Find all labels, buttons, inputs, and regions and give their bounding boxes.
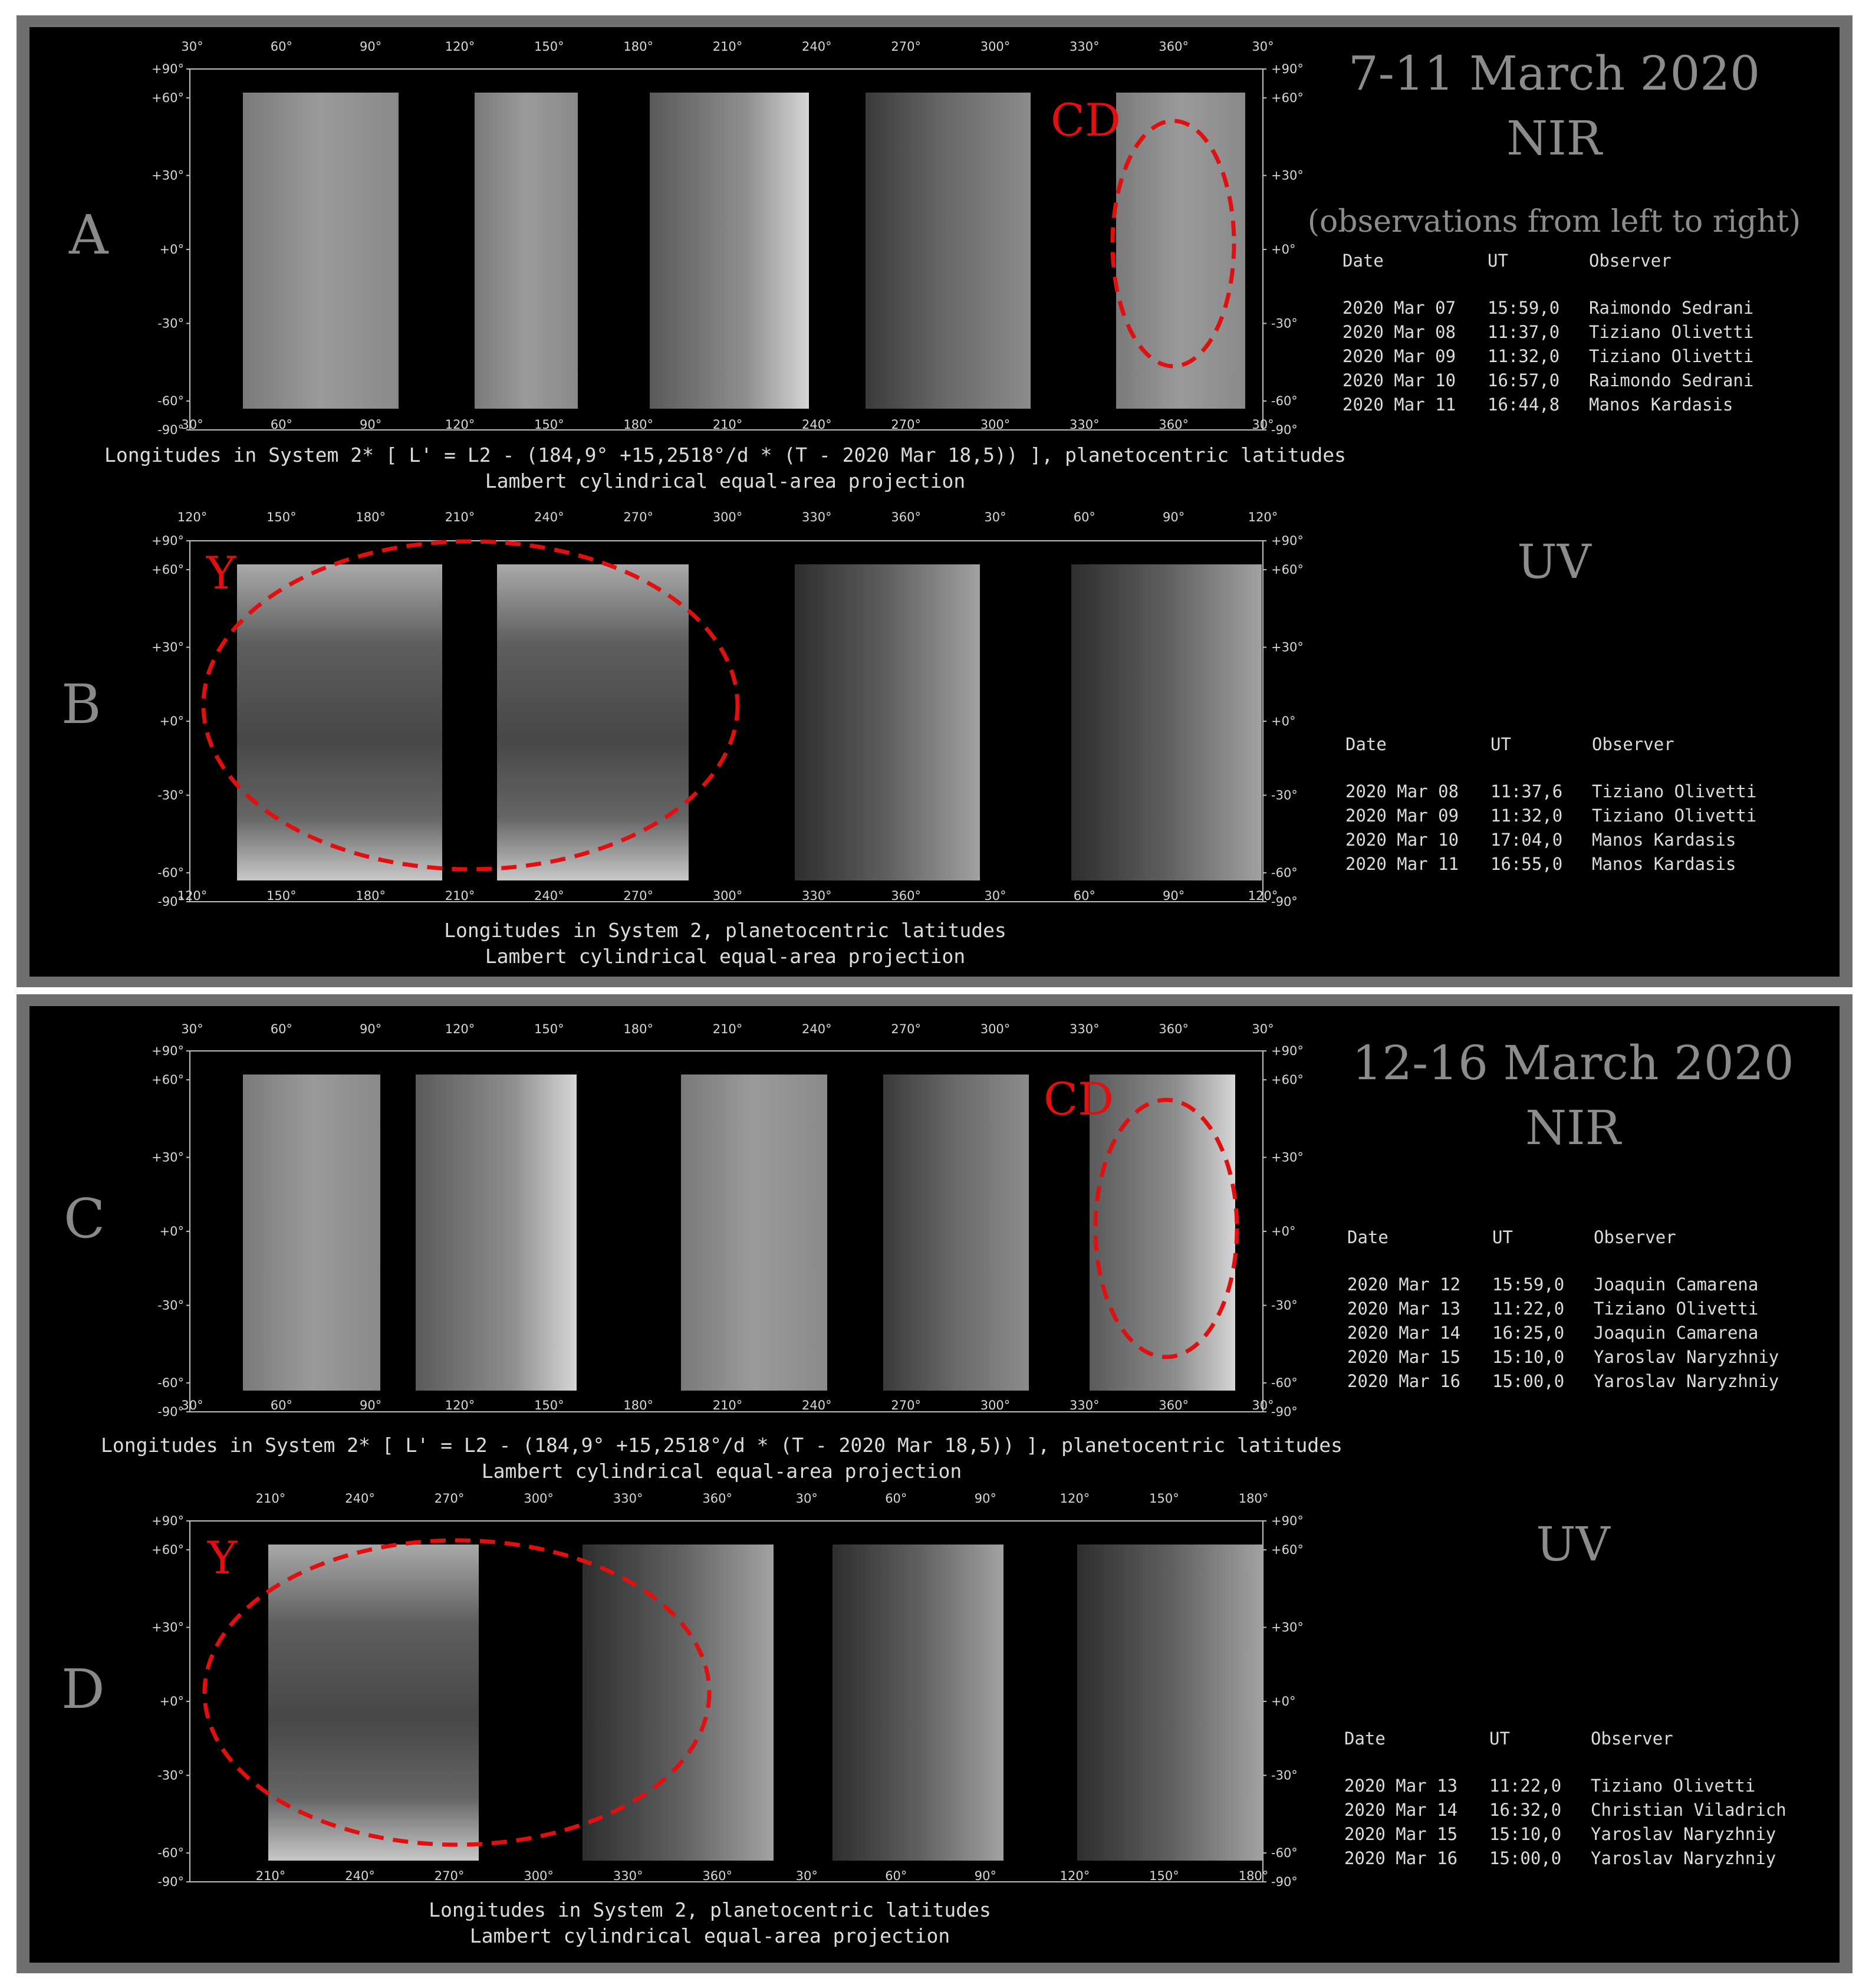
obs-date: 2020 Mar 16	[1344, 1848, 1458, 1868]
lat-tick-right: +0°	[1271, 1224, 1296, 1238]
lon-tick-bottom: 180°	[356, 889, 386, 903]
lon-tick-bottom: 270°	[891, 1398, 921, 1412]
col-header-ut: UT	[1492, 1227, 1513, 1247]
lon-tick-top: 330°	[1070, 1022, 1100, 1036]
lat-tick-right: +30°	[1271, 640, 1304, 655]
lon-tick-bottom: 60°	[1073, 889, 1095, 903]
lon-tick-top: 210°	[712, 40, 743, 54]
week1-title: 7-11 March 2020	[1348, 46, 1761, 101]
lat-tick-right: +90°	[1271, 62, 1304, 76]
venus-strip-3-3	[1077, 1545, 1263, 1861]
obs-date: 2020 Mar 07	[1342, 298, 1456, 318]
lon-tick-bottom: 270°	[891, 418, 921, 432]
venus-strip-0-0	[243, 93, 399, 409]
lon-tick-top: 330°	[802, 510, 832, 524]
lon-tick-top: 90°	[360, 40, 382, 54]
col-header-ut: UT	[1488, 251, 1508, 271]
venus-strip-0-1	[475, 93, 578, 409]
lon-tick-bottom: 270°	[623, 889, 653, 903]
lat-tick-left: +0°	[159, 1694, 184, 1708]
obs-date: 2020 Mar 11	[1345, 854, 1459, 874]
lon-tick-top: 210°	[445, 510, 475, 524]
lat-tick-right: +30°	[1271, 1620, 1304, 1635]
obs-ut: 16:25,0	[1492, 1323, 1565, 1343]
lon-tick-top: 150°	[1149, 1491, 1179, 1506]
lat-tick-right: -60°	[1271, 866, 1298, 880]
lat-tick-left: -90°	[157, 1875, 184, 1889]
week1-nir-note: (observations from left to right)	[1307, 204, 1801, 239]
week2-title: 12-16 March 2020	[1352, 1036, 1794, 1090]
lat-tick-right: -60°	[1271, 1846, 1298, 1861]
lat-tick-left: +30°	[152, 640, 184, 655]
obs-ut: 15:10,0	[1492, 1347, 1565, 1367]
caption-d-line1: Longitudes in System 2, planetocentric latitudes	[429, 1898, 991, 1921]
panel-letter-d: D	[61, 1658, 105, 1721]
obs-date: 2020 Mar 12	[1347, 1274, 1461, 1294]
obs-ut: 16:55,0	[1490, 854, 1563, 874]
lon-tick-bottom: 60°	[270, 1398, 292, 1412]
lon-tick-top: 270°	[434, 1491, 465, 1506]
lon-tick-top: 150°	[266, 510, 297, 524]
obs-date: 2020 Mar 10	[1342, 370, 1456, 390]
obs-ut: 16:32,0	[1489, 1800, 1562, 1820]
lon-tick-bottom: 150°	[266, 889, 297, 903]
lat-tick-left: -90°	[157, 423, 184, 437]
venus-strip-3-1	[583, 1545, 774, 1861]
lon-tick-top: 30°	[795, 1491, 818, 1506]
lon-tick-bottom: 270°	[434, 1869, 465, 1883]
obs-date: 2020 Mar 10	[1345, 830, 1459, 850]
lat-tick-left: +0°	[159, 242, 184, 257]
lon-tick-top: 360°	[891, 510, 921, 524]
lon-tick-top: 30°	[181, 1022, 203, 1036]
lon-tick-bottom: 120°	[177, 889, 208, 903]
obs-date: 2020 Mar 08	[1345, 781, 1459, 801]
lat-tick-right: -30°	[1271, 316, 1298, 331]
lon-tick-top: 120°	[1248, 510, 1278, 524]
col-header-date: Date	[1342, 251, 1384, 271]
lat-tick-left: +30°	[152, 1150, 184, 1165]
obs-ut: 15:00,0	[1489, 1848, 1562, 1868]
obs-observer: Yaroslav Naryzhniy	[1594, 1347, 1779, 1367]
obs-date: 2020 Mar 14	[1344, 1800, 1458, 1820]
obs-ut: 16:44,8	[1488, 395, 1560, 415]
obs-ut: 15:10,0	[1489, 1824, 1562, 1844]
lon-tick-top: 270°	[623, 510, 653, 524]
lon-tick-bottom: 120°	[445, 418, 475, 432]
lon-tick-bottom: 30°	[181, 1398, 203, 1412]
venus-strip-2-2	[681, 1074, 827, 1391]
obs-observer: Yaroslav Naryzhniy	[1594, 1371, 1779, 1391]
lat-tick-left: +0°	[159, 1224, 184, 1238]
lat-tick-left: -60°	[157, 1376, 184, 1391]
lon-tick-bottom: 360°	[702, 1869, 733, 1883]
venus-strip-2-0	[243, 1074, 380, 1391]
caption-c-line1: Longitudes in System 2* [ L' = L2 - (184,9° +15,2518°/d * (T - 2020 Mar 18,5)) ], planetocentric latitudes	[101, 1434, 1342, 1457]
obs-observer: Christian Viladrich	[1591, 1800, 1786, 1820]
lon-tick-top: 330°	[1070, 40, 1100, 54]
obs-observer: Yaroslav Naryzhniy	[1591, 1848, 1776, 1868]
week1-nir-label: NIR	[1506, 111, 1602, 166]
obs-ut: 11:22,0	[1489, 1776, 1562, 1796]
lat-tick-left: -60°	[157, 866, 184, 880]
y-label-d: Y	[208, 1532, 238, 1584]
venus-strip-1-2	[795, 564, 980, 880]
obs-date: 2020 Mar 14	[1347, 1323, 1461, 1343]
lat-tick-left: +60°	[152, 1072, 184, 1087]
lon-tick-top: 360°	[702, 1491, 733, 1506]
lat-tick-right: -90°	[1271, 1875, 1298, 1889]
lat-tick-left: -60°	[157, 394, 184, 409]
lon-tick-bottom: 330°	[613, 1869, 643, 1883]
lat-tick-left: -60°	[157, 1846, 184, 1861]
lon-tick-bottom: 360°	[1159, 418, 1189, 432]
lon-tick-top: 120°	[1059, 1491, 1090, 1506]
lon-tick-top: 60°	[270, 40, 292, 54]
lat-tick-left: -90°	[157, 1405, 184, 1419]
lon-tick-top: 210°	[255, 1491, 286, 1506]
obs-date: 2020 Mar 15	[1344, 1824, 1458, 1844]
lon-tick-top: 360°	[1159, 40, 1189, 54]
lon-tick-top: 240°	[534, 510, 564, 524]
lon-tick-top: 30°	[984, 510, 1006, 524]
lon-tick-top: 90°	[360, 1022, 382, 1036]
obs-ut: 11:37,6	[1490, 781, 1563, 801]
obs-ut: 15:59,0	[1492, 1274, 1565, 1294]
lon-tick-bottom: 300°	[524, 1869, 554, 1883]
lon-tick-top: 180°	[623, 1022, 653, 1036]
venus-strip-2-1	[416, 1074, 577, 1391]
lon-tick-bottom: 330°	[802, 889, 832, 903]
obs-ut: 11:22,0	[1492, 1299, 1565, 1319]
lon-tick-bottom: 180°	[623, 418, 653, 432]
lat-tick-right: -30°	[1271, 1768, 1298, 1783]
cd-label-a: CD	[1051, 94, 1121, 146]
obs-observer: Raimondo Sedrani	[1589, 298, 1754, 318]
lon-tick-top: 60°	[885, 1491, 907, 1506]
lon-tick-top: 150°	[534, 1022, 564, 1036]
obs-date: 2020 Mar 11	[1342, 395, 1456, 415]
lon-tick-bottom: 120°	[445, 1398, 475, 1412]
lon-tick-bottom: 210°	[255, 1869, 286, 1883]
lat-tick-right: +90°	[1271, 1514, 1304, 1528]
lon-tick-bottom: 30°	[181, 418, 203, 432]
lat-tick-right: +60°	[1271, 90, 1304, 105]
y-label-b: Y	[206, 547, 236, 599]
lon-tick-top: 30°	[1252, 1022, 1274, 1036]
lon-tick-top: 180°	[356, 510, 386, 524]
lon-tick-bottom: 150°	[534, 418, 564, 432]
obs-ut: 17:04,0	[1490, 830, 1563, 850]
lat-tick-right: +0°	[1271, 1694, 1296, 1708]
lat-tick-right: -90°	[1271, 895, 1298, 909]
lat-tick-left: +90°	[152, 534, 184, 548]
obs-ut: 11:32,0	[1490, 806, 1563, 826]
lon-tick-bottom: 90°	[360, 1398, 382, 1412]
obs-date: 2020 Mar 09	[1345, 806, 1459, 826]
lon-tick-top: 60°	[270, 1022, 292, 1036]
lon-tick-top: 120°	[445, 40, 475, 54]
caption-b-line2: Lambert cylindrical equal-area projection	[485, 945, 966, 968]
lon-tick-bottom: 90°	[1163, 889, 1185, 903]
obs-observer: Raimondo Sedrani	[1589, 370, 1754, 390]
lon-tick-bottom: 300°	[980, 418, 1011, 432]
lon-tick-bottom: 330°	[1070, 418, 1100, 432]
col-header-ut: UT	[1489, 1729, 1510, 1749]
obs-date: 2020 Mar 16	[1347, 1371, 1461, 1391]
lon-tick-bottom: 60°	[885, 1869, 907, 1883]
col-header-observer: Observer	[1592, 734, 1674, 754]
lon-tick-bottom: 330°	[1070, 1398, 1100, 1412]
obs-ut: 16:57,0	[1488, 370, 1560, 390]
venus-strip-0-4	[1116, 93, 1245, 409]
lon-tick-top: 210°	[712, 1022, 743, 1036]
col-header-date: Date	[1345, 734, 1387, 754]
caption-b-line1: Longitudes in System 2, planetocentric latitudes	[444, 919, 1006, 942]
lat-tick-left: +30°	[152, 1620, 184, 1635]
lon-tick-bottom: 360°	[891, 889, 921, 903]
cd-label-c: CD	[1044, 1073, 1114, 1125]
panel-letter-a: A	[69, 203, 108, 267]
lon-tick-top: 30°	[181, 40, 203, 54]
venus-strip-3-2	[833, 1545, 1003, 1861]
lon-tick-top: 270°	[891, 1022, 921, 1036]
lat-tick-left: +90°	[152, 1514, 184, 1528]
lon-tick-bottom: 120°	[1248, 889, 1278, 903]
obs-observer: Tiziano Olivetti	[1592, 781, 1757, 801]
lat-tick-left: +60°	[152, 562, 184, 577]
obs-observer: Manos Kardasis	[1592, 854, 1736, 874]
lon-tick-bottom: 210°	[712, 418, 743, 432]
lat-tick-right: +0°	[1271, 242, 1296, 257]
lat-tick-right: -60°	[1271, 394, 1298, 409]
lon-tick-bottom: 240°	[802, 1398, 832, 1412]
lat-tick-left: -90°	[157, 895, 184, 909]
lon-tick-bottom: 300°	[712, 889, 743, 903]
lon-tick-top: 360°	[1159, 1022, 1189, 1036]
lon-tick-bottom: 30°	[984, 889, 1006, 903]
obs-ut: 15:59,0	[1488, 298, 1560, 318]
lon-tick-top: 240°	[802, 40, 832, 54]
lat-tick-left: -30°	[157, 316, 184, 331]
lat-tick-left: -30°	[157, 1768, 184, 1783]
obs-ut: 11:37,0	[1488, 322, 1560, 342]
obs-observer: Joaquin Camarena	[1594, 1274, 1759, 1294]
obs-date: 2020 Mar 09	[1342, 346, 1456, 366]
lon-tick-top: 90°	[974, 1491, 996, 1506]
lon-tick-bottom: 240°	[534, 889, 564, 903]
lon-tick-top: 330°	[613, 1491, 643, 1506]
lon-tick-top: 240°	[802, 1022, 832, 1036]
panel-letter-b: B	[61, 673, 101, 736]
panel-letter-c: C	[64, 1187, 106, 1250]
week2-uv-label: UV	[1536, 1517, 1610, 1572]
lon-tick-top: 300°	[980, 1022, 1011, 1036]
lon-tick-top: 60°	[1073, 510, 1095, 524]
lat-tick-left: -30°	[157, 788, 184, 803]
lon-tick-bottom: 120°	[1059, 1869, 1090, 1883]
venus-strip-1-0	[237, 564, 442, 880]
lon-tick-bottom: 90°	[360, 418, 382, 432]
lat-tick-right: +30°	[1271, 168, 1304, 183]
lon-tick-top: 150°	[534, 40, 564, 54]
venus-strip-0-3	[866, 93, 1031, 409]
obs-observer: Manos Kardasis	[1592, 830, 1736, 850]
lat-tick-right: -90°	[1271, 423, 1298, 437]
lat-tick-left: -30°	[157, 1298, 184, 1313]
obs-date: 2020 Mar 15	[1347, 1347, 1461, 1367]
lon-tick-top: 120°	[177, 510, 208, 524]
lat-tick-right: +60°	[1271, 562, 1304, 577]
lon-tick-bottom: 240°	[802, 418, 832, 432]
obs-observer: Tiziano Olivetti	[1592, 806, 1757, 826]
lon-tick-top: 120°	[445, 1022, 475, 1036]
lon-tick-bottom: 150°	[1149, 1869, 1179, 1883]
venus-strip-0-2	[650, 93, 809, 409]
lat-tick-right: -30°	[1271, 1298, 1298, 1313]
lon-tick-bottom: 30°	[1252, 418, 1274, 432]
lon-tick-top: 300°	[524, 1491, 554, 1506]
lat-tick-left: +90°	[152, 62, 184, 76]
obs-ut: 11:32,0	[1488, 346, 1560, 366]
lat-tick-left: +30°	[152, 168, 184, 183]
lat-tick-right: +30°	[1271, 1150, 1304, 1165]
lat-tick-right: +0°	[1271, 714, 1296, 728]
obs-date: 2020 Mar 13	[1347, 1299, 1461, 1319]
obs-date: 2020 Mar 13	[1344, 1776, 1458, 1796]
obs-date: 2020 Mar 08	[1342, 322, 1456, 342]
caption-d-line2: Lambert cylindrical equal-area projection	[469, 1924, 950, 1947]
lon-tick-top: 300°	[712, 510, 743, 524]
lon-tick-top: 180°	[623, 40, 653, 54]
caption-a-line1: Longitudes in System 2* [ L' = L2 - (184,9° +15,2518°/d * (T - 2020 Mar 18,5)) ], planetocentric latitudes	[104, 443, 1346, 466]
venus-strip-1-1	[497, 564, 689, 880]
lon-tick-top: 240°	[345, 1491, 375, 1506]
lon-tick-bottom: 30°	[795, 1869, 818, 1883]
obs-observer: Yaroslav Naryzhniy	[1591, 1824, 1776, 1844]
obs-observer: Tiziano Olivetti	[1591, 1776, 1756, 1796]
lat-tick-right: -60°	[1271, 1376, 1298, 1391]
lon-tick-top: 90°	[1163, 510, 1185, 524]
obs-observer: Tiziano Olivetti	[1589, 322, 1754, 342]
lon-tick-top: 270°	[891, 40, 921, 54]
obs-observer: Tiziano Olivetti	[1589, 346, 1754, 366]
lat-tick-right: -30°	[1271, 788, 1298, 803]
obs-observer: Tiziano Olivetti	[1594, 1299, 1759, 1319]
obs-observer: Manos Kardasis	[1589, 395, 1733, 415]
lat-tick-left: +60°	[152, 90, 184, 105]
col-header-ut: UT	[1490, 734, 1511, 754]
lon-tick-bottom: 60°	[270, 418, 292, 432]
lat-tick-right: +60°	[1271, 1542, 1304, 1557]
lon-tick-bottom: 30°	[1252, 1398, 1274, 1412]
lon-tick-top: 300°	[980, 40, 1011, 54]
col-header-observer: Observer	[1594, 1227, 1676, 1247]
lon-tick-bottom: 90°	[974, 1869, 996, 1883]
lat-tick-right: +90°	[1271, 1044, 1304, 1058]
lon-tick-bottom: 180°	[623, 1398, 653, 1412]
lon-tick-bottom: 150°	[534, 1398, 564, 1412]
lat-tick-left: +90°	[152, 1044, 184, 1058]
obs-ut: 15:00,0	[1492, 1371, 1565, 1391]
col-header-date: Date	[1344, 1729, 1386, 1749]
lon-tick-bottom: 240°	[345, 1869, 375, 1883]
lat-tick-right: -90°	[1271, 1405, 1298, 1419]
lon-tick-bottom: 210°	[445, 889, 475, 903]
venus-strip-2-3	[883, 1074, 1029, 1391]
week2-nir-label: NIR	[1525, 1100, 1621, 1155]
lon-tick-top: 180°	[1238, 1491, 1269, 1506]
lon-tick-top: 30°	[1252, 40, 1274, 54]
caption-c-line2: Lambert cylindrical equal-area projection	[481, 1460, 962, 1483]
caption-a-line2: Lambert cylindrical equal-area projection	[485, 469, 966, 492]
col-header-observer: Observer	[1589, 251, 1671, 271]
lon-tick-bottom: 180°	[1238, 1869, 1269, 1883]
lat-tick-right: +60°	[1271, 1072, 1304, 1087]
venus-strip-1-3	[1071, 564, 1262, 880]
lon-tick-bottom: 300°	[980, 1398, 1011, 1412]
lon-tick-bottom: 360°	[1159, 1398, 1189, 1412]
col-header-date: Date	[1347, 1227, 1388, 1247]
lat-tick-left: +0°	[159, 714, 184, 728]
obs-observer: Joaquin Camarena	[1594, 1323, 1759, 1343]
lon-tick-bottom: 210°	[712, 1398, 743, 1412]
col-header-observer: Observer	[1591, 1729, 1673, 1749]
lat-tick-right: +90°	[1271, 534, 1304, 548]
lat-tick-left: +60°	[152, 1542, 184, 1557]
week1-uv-label: UV	[1517, 534, 1591, 589]
